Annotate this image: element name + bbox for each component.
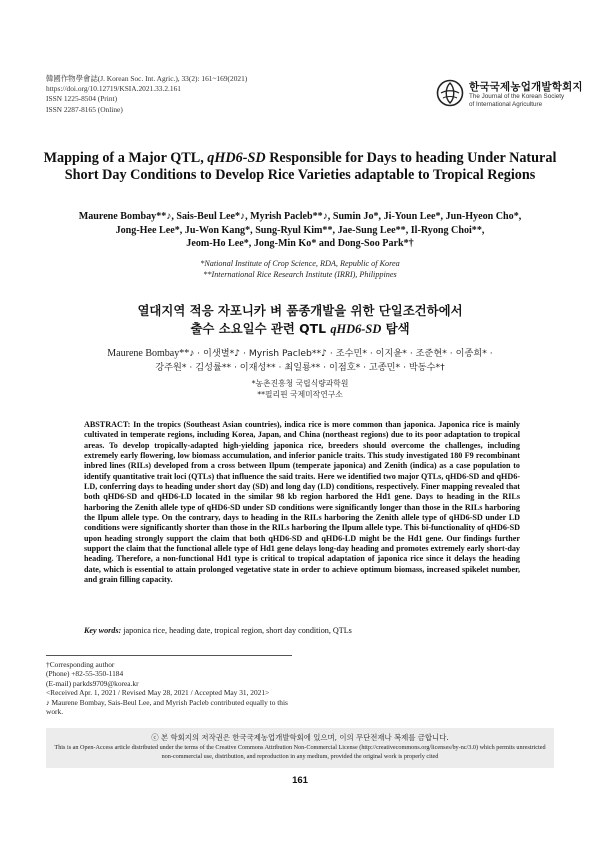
korean-author-line1-rest: · 이샛별*♪ · Myrish Pacleb**♪ · 조수민* · 이지윤* · 조준현* · 이종희* · (194, 348, 493, 359)
affiliation-2: **International Rice Research Institute (IRRI), Philippines (203, 269, 397, 279)
manuscript-dates: <Received Apr. 1, 2021 / Revised May 28, 2021 / Accepted May 31, 2021> (46, 688, 270, 698)
korean-author-list (40, 347, 560, 375)
author-line-3: Jeom-Ho Lee*, Jong-Min Ko* and Dong-Soo Park*† (186, 238, 414, 250)
korean-title-line1: 열대지역 적응 자포니카 벼 품종개발을 위한 단일조건하에서 (137, 303, 463, 318)
korean-title-line2 (40, 320, 560, 338)
korean-title-line2-post: 탐색 (381, 321, 410, 336)
korean-affiliation-1: *농촌진흥청 국립식량과학원 (251, 379, 349, 388)
keywords-label: Key words: (84, 626, 122, 635)
abstract-label: ABSTRACT: (84, 420, 131, 429)
korean-author-first: Maurene Bombay**♪ (107, 348, 195, 359)
issn-online: ISSN 2287-8165 (Online) (46, 104, 123, 114)
footnote-divider (46, 655, 292, 656)
society-name-english-line2: of International Agriculture (469, 100, 543, 108)
page-number: 161 (292, 775, 308, 786)
author-line-2: Jong-Hee Lee*, Ju-Won Kang*, Sung-Ryul Kim**, Jae-Sung Lee**, Il-Ryong Choi**, (115, 224, 485, 236)
korean-title-line2-pre: 출수 소요일수 관련 QTL (190, 321, 331, 336)
society-emblem-icon (436, 79, 464, 107)
abstract (84, 420, 520, 586)
issn-print: ISSN 1225-8504 (Print) (46, 94, 118, 104)
korean-title-qtl: qHD6-SD (330, 322, 382, 336)
korean-affiliation-2: **필리핀 국제미작연구소 (257, 390, 343, 400)
license-box (46, 728, 554, 768)
author-list (50, 210, 550, 251)
author-email[interactable]: (E-mail) parkds9709@korea.kr (46, 678, 139, 688)
society-logo (436, 78, 583, 112)
affiliations (50, 259, 550, 281)
corresponding-author: †Corresponding author (46, 660, 115, 669)
title-qtl-name: qHD6-SD (207, 150, 266, 166)
society-name-english-line1: The Journal of the Korean Society (469, 93, 565, 100)
keywords (84, 626, 520, 636)
author-phone: (Phone) +82-55-350-1184 (46, 669, 124, 679)
footnotes (46, 660, 306, 716)
author-line-1: Maurene Bombay**♪, Sais-Beul Lee*♪, Myrish Pacleb**♪, Sumin Jo*, Ji-Youn Lee*, Jun-Hyeon Cho*, (78, 211, 522, 222)
title-part2: Responsible for Days to heading Under Natural Short Day Conditions to Develop Rice Varieties adaptable to Tropical Regions (64, 150, 557, 183)
title-part1: Mapping of a Major QTL, (43, 150, 208, 166)
journal-header (46, 74, 247, 115)
affiliation-1: *National Institute of Crop Science, RDA, Republic of Korea (200, 259, 400, 268)
society-name-english (469, 93, 564, 108)
korean-title (40, 302, 560, 338)
korean-author-line1 (40, 347, 560, 361)
equal-contribution-note: ♪ Maurene Bombay, Sais-Beul Lee, and Myrish Pacleb contributed equally to this work. (46, 697, 288, 717)
paper-title (40, 150, 560, 183)
open-access-license: This is an Open-Access article distributed under the terms of the Creative Commons Attribution Non-Commercial License (http://creativecommons.org/licenses/by-nc/3.0) which permits unrestricted non-commercial use, distribution, and reproduction in any medium, provided the original work is properly cited (54, 744, 546, 760)
doi-link[interactable]: https://doi.org/10.12719/KSIA.2021.33.2.161 (46, 84, 181, 94)
abstract-text: In the tropics (Southeast Asian countries), indica rice is more common than japonica. Japonica rice is mainly cultivated in temperate regions, including Korea, Japan, and China (northeast regions) due to its poor adaptation to tropical areas. To develop tropically-adapted high-yielding japonica rice, breeders should overcome the challenges, including extremely early flowering, low biomass accumulation, and inferior panicle traits. This study investigated 180 F9 recombinant inbred lines (RILs) developed from a cross between Ilpum (temperate japonica) and Zenith (indica) as a case population to identify quantitative trait loci (QTLs) that influence the said traits. Here we identified two major QTLs, qHD6-SD and qHD6-LD, conferring days to heading under short day (SD) and long day (LD) conditions, respectively. Finer mapping revealed that both qHD6-SD and qHD6-LD located in the similar 98 kb region harbored the Hd1 gene. Days to heading in the RILs harboring the Zenith allele type of qHD6-SD under SD conditions were significantly longer than those in the RILs harboring the Ilpum allele type. On the contrary, days to heading in the RILs harboring the Zenith allele type of qHD6-SD under LD conditions were significantly shorter than those in the RILs harboring the Ilpum allele type. This bi-functionality of qHD6-SD upon heading strongly support the claim that both qHD6-SD and qHD6-LD might be the Hd1 gene. Our findings further support the claim that the functional allele type of Hd1 gene delays long-day heading and promotes extremely early short-day heading. Therefore, a non-functional Hd1 type is critical to tropical adaptation of japonica rice since it delays the heading date, which is essential to attain prolonged vegetative state in order to achieve optimum biomass, increased spikelet number, and grain filling capacity. (84, 420, 520, 585)
copyright-korean: ⓒ 본 학회지의 저작권은 한국국제농업개발학회에 있으며, 이의 무단전재나 복제를 금합니다. (151, 733, 449, 742)
keywords-text: japonica rice, heading date, tropical region, short day condition, QTLs (121, 626, 352, 635)
korean-author-line2: 강주원* · 김성률** · 이재성** · 최일룡** · 이점호* · 고종민* · 박동수*† (155, 361, 445, 373)
korean-affiliations (40, 378, 560, 401)
society-name-korean: 한국국제농업개발학회지 (469, 81, 583, 93)
journal-citation: 韓國作物學會誌(J. Korean Soc. Int. Agric.), 33(2): 161~169(2021) (46, 74, 248, 83)
